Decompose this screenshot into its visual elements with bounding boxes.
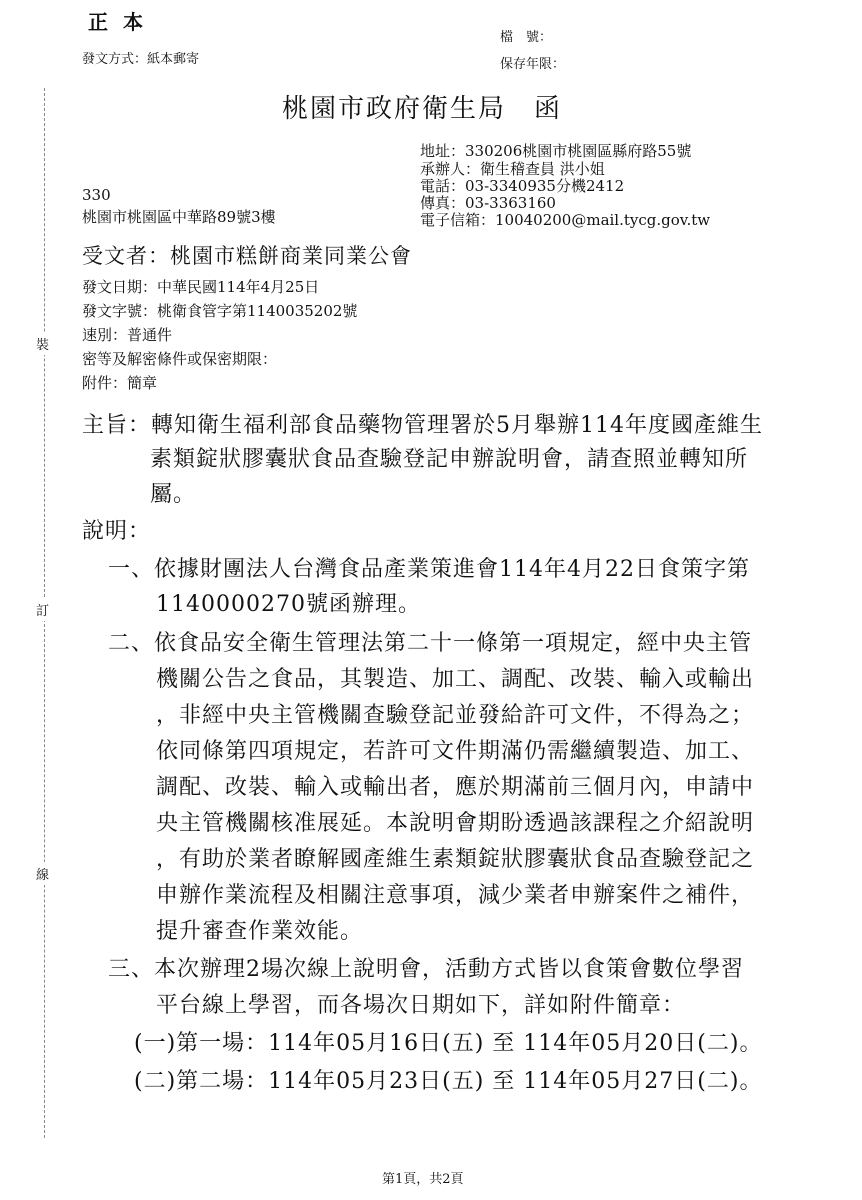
item3-session-1: (一)第一場：114年05月16日(五) 至 114年05月20日(二)。: [134, 1031, 763, 1056]
subject-line-1: 主旨：轉知衛生福利部食品藥物管理署於5月舉辦114年度國產維生: [82, 413, 763, 438]
item3-line-1: 三、本次辦理2場次線上說明會，活動方式皆以食策會數位學習: [108, 957, 744, 982]
item2-line-9: 提升審查作業效能。: [156, 919, 364, 944]
item3-line-2: 平台線上學習，而各場次日期如下，詳如附件簡章：: [156, 993, 686, 1018]
item2-line-7: ，有助於業者瞭解國產維生素類錠狀膠囊狀食品查驗登記之: [156, 847, 755, 872]
recipient-street: 桃園市桃園區中華路89號3樓: [82, 208, 276, 226]
item1-line-2: 1140000270號函辦理。: [156, 592, 421, 617]
issue-date: 發文日期：中華民國114年4月25日: [82, 278, 320, 296]
document-title: 桃園市政府衛生局 函: [282, 94, 563, 124]
recipient-zip: 330: [82, 186, 111, 204]
item2-line-1: 二、依食品安全衛生管理法第二十一條第一項規定，經中央主管: [108, 631, 753, 656]
item2-line-6: 央主管機關核准展延。本說明會期盼透過該課程之介紹說明: [156, 811, 755, 836]
binding-mark-zhuang: 裝: [36, 332, 49, 355]
sender-address: 地址：330206桃園市桃園區縣府路55號: [420, 142, 692, 160]
item2-line-8: 申辦作業流程及相關注意事項，減少業者申辦案件之補件，: [156, 883, 755, 908]
attachment: 附件：簡章: [82, 374, 158, 392]
sender-email: 電子信箱：10040200@mail.tycg.gov.tw: [420, 211, 711, 229]
item2-line-5: 調配、改裝、輸入或輸出者，應於期滿前三個月內，申請中: [156, 775, 755, 800]
explanation-heading: 說明：: [82, 519, 152, 544]
recipient: 受文者：桃園市糕餅商業同業公會: [82, 244, 412, 268]
file-no-label: 檔 號：: [500, 30, 553, 45]
item3-session-2: (二)第二場：114年05月23日(五) 至 114年05月27日(二)。: [134, 1069, 763, 1094]
delivery-speed: 速別：普通件: [82, 326, 173, 344]
binding-mark-xian: 線: [36, 862, 49, 885]
document-number: 發文字號：桃衛食管字第1140035202號: [82, 302, 358, 320]
page-number: 第1頁，共2頁: [382, 1172, 464, 1187]
binding-mark-ding: 訂: [36, 598, 49, 621]
subject-line-3: 屬。: [150, 482, 197, 507]
send-method: 發文方式：紙本郵寄: [82, 52, 200, 67]
item2-line-3: ，非經中央主管機關查驗登記並發給許可文件，不得為之；: [156, 703, 755, 728]
sender-phone: 電話：03-3340935分機2412: [420, 177, 625, 195]
item2-line-4: 依同條第四項規定，若許可文件期滿仍需繼續製造、加工、: [156, 739, 755, 764]
copy-mark: 正 本: [88, 10, 147, 34]
sender-fax: 傳真：03-3363160: [420, 194, 556, 212]
retention-label: 保存年限：: [500, 57, 566, 72]
sender-contact: 承辦人：衛生稽查員 洪小姐: [420, 160, 605, 178]
subject-line-2: 素類錠狀膠囊狀食品查驗登記申辦說明會，請查照並轉知所: [150, 447, 749, 472]
item2-line-2: 機關公告之食品，其製造、加工、調配、改裝、輸入或輸出: [156, 667, 755, 692]
secrecy-level: 密等及解密條件或保密期限：: [82, 350, 278, 368]
item1-line-1: 一、依據財團法人台灣食品產業策進會114年4月22日食策字第: [108, 557, 750, 582]
